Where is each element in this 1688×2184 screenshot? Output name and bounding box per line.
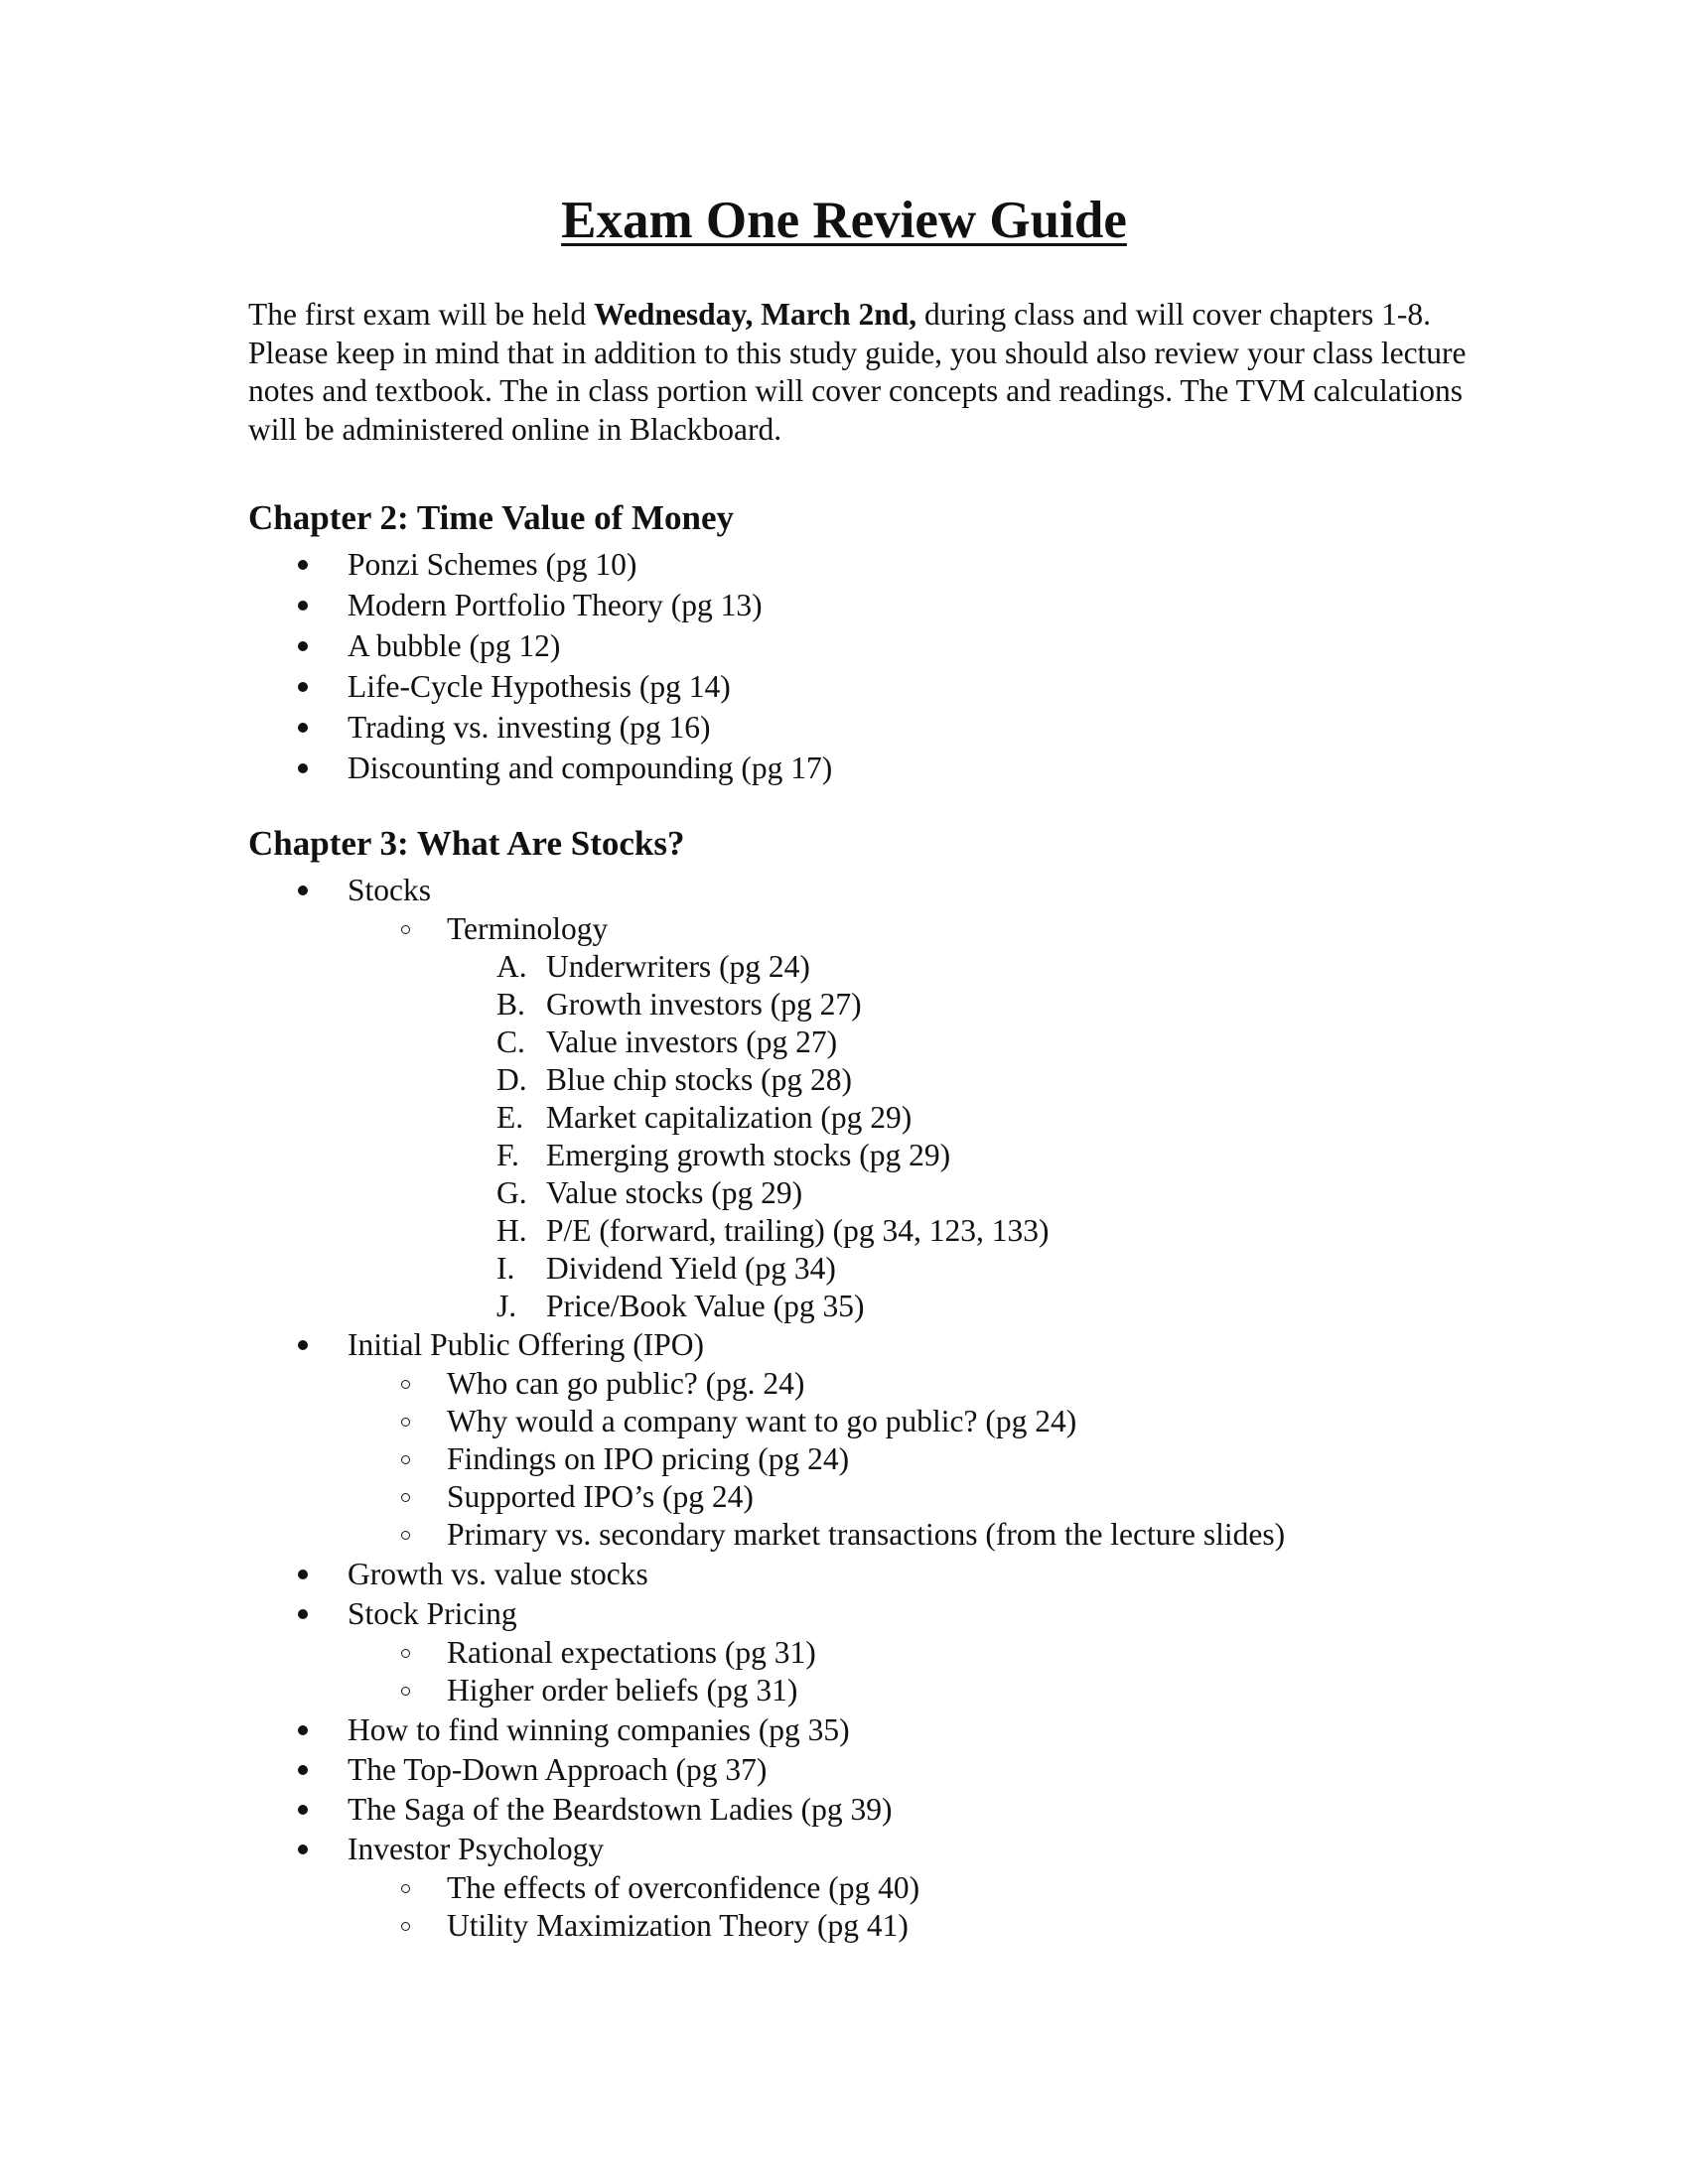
bullet-icon <box>298 886 308 895</box>
circle-bullet-icon <box>401 1531 410 1540</box>
circle-bullet-icon <box>401 1922 410 1931</box>
list-item: Discounting and compounding (pg 17) <box>348 751 833 785</box>
term-item: Value stocks (pg 29) <box>546 1175 803 1210</box>
list-item-growth-value: Growth vs. value stocks <box>348 1557 648 1591</box>
circle-bullet-icon <box>401 1418 410 1427</box>
term-letter: E. <box>496 1100 524 1135</box>
list-item: Modern Portfolio Theory (pg 13) <box>348 588 763 622</box>
term-item: Emerging growth stocks (pg 29) <box>546 1138 951 1172</box>
chapter-3-heading: Chapter 3: What Are Stocks? <box>248 824 685 863</box>
term-letter: G. <box>496 1175 527 1210</box>
term-letter: H. <box>496 1213 527 1248</box>
list-item: Ponzi Schemes (pg 10) <box>348 547 637 582</box>
list-item-stock-pricing: Stock Pricing <box>348 1596 517 1631</box>
list-item-saga: The Saga of the Beardstown Ladies (pg 39) <box>348 1792 893 1827</box>
term-letter: I. <box>496 1251 515 1286</box>
ipo-sub-item: Findings on IPO pricing (pg 24) <box>447 1441 850 1476</box>
bullet-icon <box>298 1570 308 1579</box>
list-item-psychology: Investor Psychology <box>348 1832 605 1866</box>
circle-bullet-icon <box>401 1455 410 1464</box>
list-item: Trading vs. investing (pg 16) <box>348 710 711 745</box>
sub-item-terminology: Terminology <box>447 911 609 946</box>
bullet-icon <box>298 1340 308 1350</box>
term-item: P/E (forward, trailing) (pg 34, 123, 133) <box>546 1213 1050 1248</box>
psychology-sub-item: The effects of overconfidence (pg 40) <box>447 1870 920 1905</box>
circle-bullet-icon <box>401 925 410 934</box>
term-letter: D. <box>496 1062 527 1097</box>
bullet-icon <box>298 1844 308 1854</box>
list-item-stocks: Stocks <box>348 873 432 907</box>
bullet-icon <box>298 1765 308 1775</box>
intro-paragraph <box>248 296 1470 449</box>
term-letter: A. <box>496 949 527 984</box>
term-item: Market capitalization (pg 29) <box>546 1100 913 1135</box>
circle-bullet-icon <box>401 1884 410 1893</box>
circle-bullet-icon <box>401 1649 410 1658</box>
list-item: A bubble (pg 12) <box>348 628 561 663</box>
list-item: Life-Cycle Hypothesis (pg 14) <box>348 669 731 704</box>
ipo-sub-item: Primary vs. secondary market transactions (from the lecture slides) <box>447 1517 1286 1552</box>
list-item-winning: How to find winning companies (pg 35) <box>348 1712 850 1747</box>
intro-lead: The first exam will be held <box>248 297 595 332</box>
bullet-icon <box>298 1805 308 1815</box>
ipo-sub-item: Why would a company want to go public? (pg 24) <box>447 1404 1077 1438</box>
bullet-icon <box>298 763 308 773</box>
intro-rest: during class and will cover chapters 1-8. Please keep in mind that in addition to this study guide, you should also review your class lecture notes and textbook. The in class portion will cover concepts and readings. The TVM calculations will be administered online in Blackboard. <box>248 297 1467 447</box>
bullet-icon <box>298 641 308 651</box>
term-letter: C. <box>496 1024 525 1059</box>
list-item-ipo: Initial Public Offering (IPO) <box>348 1327 704 1362</box>
bullet-icon <box>298 560 308 570</box>
psychology-sub-item: Utility Maximization Theory (pg 41) <box>447 1908 909 1943</box>
page-title: Exam One Review Guide <box>561 192 1127 249</box>
term-item: Value investors (pg 27) <box>546 1024 838 1059</box>
bullet-icon <box>298 682 308 692</box>
bullet-icon <box>298 601 308 611</box>
term-item: Dividend Yield (pg 34) <box>546 1251 836 1286</box>
bullet-icon <box>298 723 308 733</box>
term-item: Price/Book Value (pg 35) <box>546 1289 865 1323</box>
ipo-sub-item: Who can go public? (pg. 24) <box>447 1366 805 1401</box>
circle-bullet-icon <box>401 1493 410 1502</box>
list-item-topdown: The Top-Down Approach (pg 37) <box>348 1752 768 1787</box>
pricing-sub-item: Higher order beliefs (pg 31) <box>447 1673 798 1707</box>
pricing-sub-item: Rational expectations (pg 31) <box>447 1635 816 1670</box>
ipo-sub-item: Supported IPO’s (pg 24) <box>447 1479 754 1514</box>
term-item: Underwriters (pg 24) <box>546 949 810 984</box>
bullet-icon <box>298 1609 308 1619</box>
term-item: Blue chip stocks (pg 28) <box>546 1062 852 1097</box>
chapter-2-heading: Chapter 2: Time Value of Money <box>248 498 735 537</box>
exam-date: Wednesday, March 2nd, <box>594 297 917 332</box>
term-letter: J. <box>496 1289 517 1323</box>
term-item: Growth investors (pg 27) <box>546 987 862 1022</box>
circle-bullet-icon <box>401 1687 410 1696</box>
circle-bullet-icon <box>401 1380 410 1389</box>
bullet-icon <box>298 1725 308 1735</box>
term-letter: B. <box>496 987 525 1022</box>
term-letter: F. <box>496 1138 519 1172</box>
